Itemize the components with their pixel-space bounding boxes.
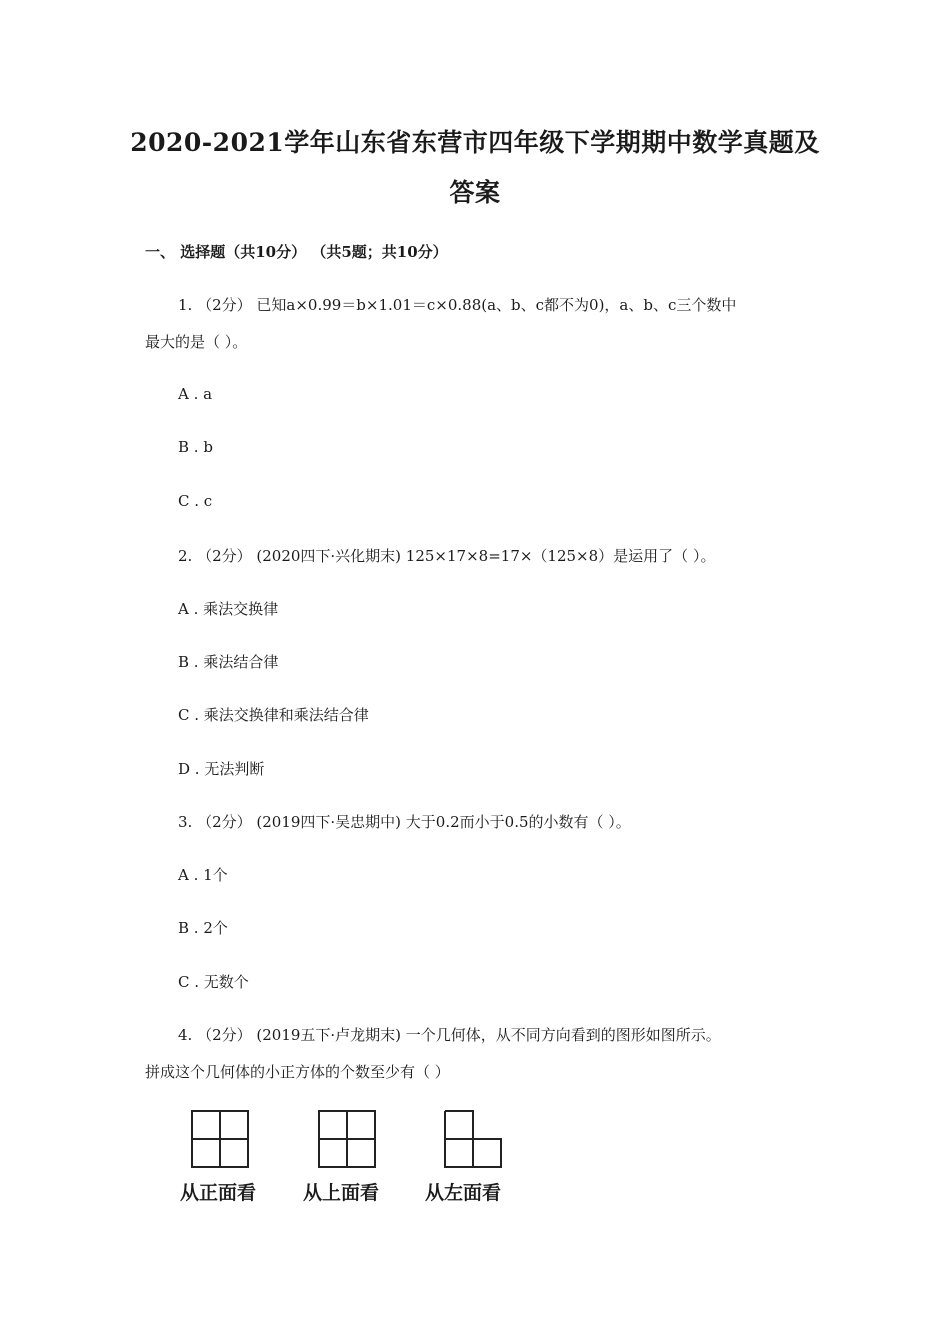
question-3-stem: 3. （2分） (2019四下·吴忠期中) 大于0.2而小于0.5的小数有（ ）。 [178, 813, 631, 831]
left-view-label: 从左面看 [425, 1182, 502, 1204]
question-1-option-b: B . b [178, 438, 213, 456]
front-view-label: 从正面看 [180, 1182, 257, 1204]
question-2-option-d: D . 无法判断 [178, 760, 265, 778]
question-1-stem: 1. （2分） 已知a×0.99＝b×1.01＝c×0.88(a、b、c都不为0)，a、b、c三个数中 [178, 296, 737, 314]
question-2-stem: 2. （2分） (2020四下·兴化期末) 125×17×8=17×（125×8）是运用了（ ）。 [178, 547, 716, 565]
question-4-stem-cont: 拼成这个几何体的小正方体的个数至少有（ ） [145, 1063, 450, 1081]
document-title-line2: 答案 [449, 178, 501, 207]
top-view-figure [318, 1110, 378, 1170]
question-4-stem: 4. （2分） (2019五下·卢龙期末) 一个几何体，从不同方向看到的图形如图所示。 [178, 1026, 721, 1044]
left-view-figure [444, 1110, 504, 1170]
question-3-option-a: A . 1个 [178, 866, 228, 884]
question-1-option-c: C . c [178, 492, 213, 510]
section-heading: 一、 选择题（共10分） （共5题；共10分） [145, 243, 448, 261]
top-view-label: 从上面看 [303, 1182, 380, 1204]
question-1-option-a: A . a [178, 385, 213, 403]
front-view-figure [191, 1110, 251, 1170]
question-2-option-c: C . 乘法交换律和乘法结合律 [178, 706, 369, 724]
document-title-line1: 2020-2021学年山东省东营市四年级下学期期中数学真题及 [130, 128, 820, 157]
question-3-option-c: C . 无数个 [178, 973, 249, 991]
question-2-option-b: B . 乘法结合律 [178, 653, 279, 671]
question-1-stem-cont: 最大的是（ ）。 [145, 333, 248, 351]
question-2-option-a: A . 乘法交换律 [178, 600, 279, 618]
question-3-option-b: B . 2个 [178, 919, 228, 937]
